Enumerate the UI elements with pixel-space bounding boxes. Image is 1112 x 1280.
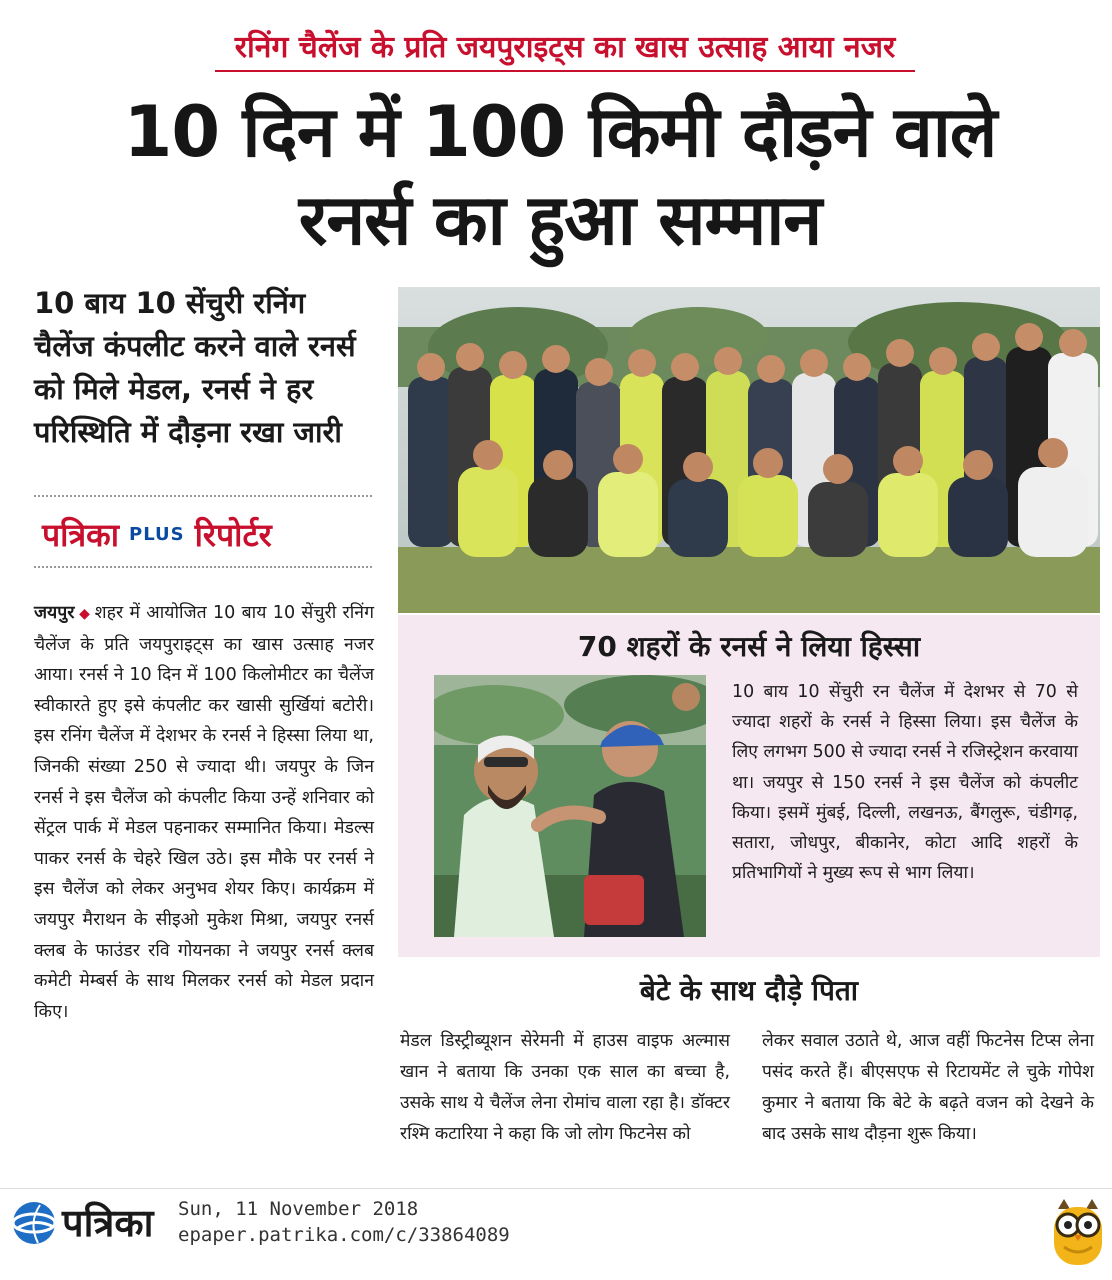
- patrika-logo: [10, 1195, 153, 1251]
- headline-line-1: 10 दिन में 100 किमी दौड़ने वाले: [123, 91, 997, 173]
- diamond-icon: ◆: [78, 606, 91, 622]
- byline-reporter: रिपोर्टर: [194, 515, 272, 554]
- divider: [34, 495, 372, 497]
- dateline: जयपुर: [34, 603, 75, 623]
- kicker: रनिंग चैलेंज के प्रति जयपुराइट्स का खास उत्साह आया नजर: [215, 28, 915, 72]
- epaper-url[interactable]: epaper.patrika.com/c/33864089: [178, 1224, 510, 1246]
- byline-brand: पत्रिका: [42, 515, 119, 554]
- headline-line-2: रनर्स का हुआ सम्मान: [298, 179, 822, 261]
- sidebar-box: [398, 615, 1100, 957]
- edition-date: Sun, 11 November 2018: [178, 1198, 419, 1220]
- group-photo-illustration: [398, 287, 1100, 613]
- section-2-title: बेटे के साथ दौड़े पिता: [639, 974, 859, 1007]
- footer-divider: [0, 1188, 1112, 1189]
- headline: [60, 88, 1060, 264]
- deck: 10 बाय 10 सेंचुरी रनिंग चैलेंज कंपलीट करने वाले रनर्स को मिले मेडल, रनर्स ने हर परिस्थिति में दौड़ना रखा जारी: [34, 286, 356, 449]
- medal-photo-illustration: [434, 675, 706, 937]
- byline-plus: PLUS: [129, 523, 185, 545]
- article-body: [34, 598, 374, 1027]
- sidebar-text: 10 बाय 10 सेंचुरी रन चैलेंज में देशभर से 70 से ज्यादा शहरों के रनर्स ने हिस्सा लिया। इस चैलेंज के लिए लगभग 500 से ज्यादा रनर्स ने रजिस्ट्रेशन करवाया था। जयपुर से 150 रनर्स ने इस चैलेंज को कंपलीट किया। इसमें मुंबई, दिल्ली, लखनऊ, बैंगलुरू, चंडीगढ़, सतारा, जोधपुर, बीकानेर, कोटा आदि शहरों के प्रतिभागियों ने मुख्य रूप से भाग लिया।: [732, 682, 1078, 884]
- divider: [34, 566, 372, 568]
- footer-meta: [178, 1196, 510, 1248]
- body-text: शहर में आयोजित 10 बाय 10 सेंचुरी रनिंग चैलेंज के प्रति जयपुराइट्स का खास उत्साह नजर आया। रनर्स ने 10 दिन में 100 किलोमीटर का चैलेंज स्वीकारते हुए इसे कंपलीट कर खासी सुर्खियां बटोरी। इस रनिंग चैलेंज में देशभर के रनर्स ने हिस्सा लिया था, जिनकी संख्या 250 से ज्यादा थी। जयपुर के जिन रनर्स ने इस चैलेंज को कंपलीट किया उन्हें शनिवार को सेंट्रल पार्क में मेडल पहनाकर सम्मानित किया। मेडल्स पाकर रनर्स के चेहरे खिल उठे। इस मौके पर रनर्स ने इस चैलेंज को लेकर अनुभव शेयर किए। कार्यक्रम में जयपुर मैराथन के सीइओ मुकेश मिश्रा, जयपुर रनर्स क्लब के फाउंडर रवि गोयनका ने जयपुर रनर्स क्लब कमेटी मेम्बर्स के साथ मिलकर रनर्स को मेडल प्रदान किए।: [34, 603, 374, 1022]
- medal-photo: [434, 675, 706, 937]
- owl-icon: [1050, 1195, 1106, 1269]
- logo-text: पत्रिका: [62, 1201, 154, 1245]
- globe-icon: [10, 1199, 58, 1247]
- section-2-column-2: लेकर सवाल उठाते थे, आज वहीं फिटनेस टिप्स लेना पसंद करते हैं। बीएसएफ से रिटायमेंट ले चुके गोपेश कुमार ने बताया कि बेटे के बढ़ते वजन को देखने के बाद उसके साथ दौड़ना शुरू किया।: [762, 1031, 1094, 1144]
- sidebar-title: 70 शहरों के रनर्स ने लिया हिस्सा: [577, 630, 921, 663]
- section-2-column-1: मेडल डिस्ट्रीब्यूशन सेरेमनी में हाउस वाइफ अल्मास खान ने बताया कि उनका एक साल का बच्चा है, उसके साथ ये चैलेंज लेना रोमांच वाला रहा है। डॉक्टर रश्मि कटारिया ने कहा कि जो लोग फिटनेस को: [400, 1031, 730, 1144]
- group-photo: [398, 287, 1100, 613]
- byline: [42, 508, 372, 560]
